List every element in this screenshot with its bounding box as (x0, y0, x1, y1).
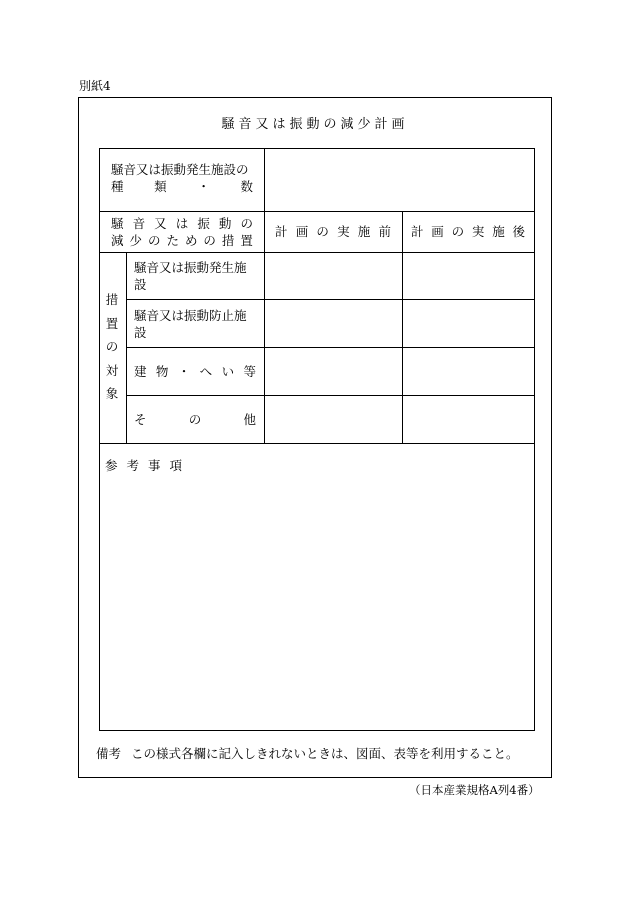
measures-header-line1 (111, 215, 253, 232)
target-building-fence (134, 363, 256, 380)
char: 措 (221, 233, 235, 248)
standard-size-footer: （日本産業規格A列4番） (409, 783, 540, 797)
row-divider (100, 443, 534, 444)
form-number-label: 別紙4 (79, 79, 111, 93)
char: 施 (357, 224, 371, 239)
char: の (316, 224, 329, 239)
row-divider (126, 395, 534, 396)
remarks-label: 備考 (96, 746, 122, 761)
char: 又 (154, 216, 167, 231)
form-title: 騒音又は振動の減少計画 (221, 117, 409, 132)
measures-header-line2 (111, 232, 253, 249)
char: 少 (129, 233, 142, 248)
after-implementation-header (411, 223, 525, 240)
char: 等 (243, 364, 256, 379)
char: 建 (134, 364, 147, 379)
remarks-note (96, 746, 519, 762)
char: 動 (218, 216, 232, 231)
char: の (240, 216, 253, 231)
target-item-label: 騒音又は振動発生施設 (134, 259, 247, 292)
char: 振 (197, 216, 210, 231)
char: た (166, 233, 179, 248)
vertical-char: 対 (105, 362, 119, 378)
char: 画 (431, 224, 444, 239)
char: 他 (243, 412, 256, 427)
facility-header-line2 (111, 178, 253, 195)
char: の (147, 233, 161, 248)
column-divider (126, 252, 127, 443)
measure-target-vertical-label (101, 288, 123, 406)
char: 実 (471, 224, 485, 239)
column-divider (264, 149, 265, 443)
char: ・ (177, 364, 191, 379)
row-divider (126, 347, 534, 348)
row-divider (100, 211, 534, 212)
column-divider (402, 211, 403, 443)
char: 実 (337, 224, 350, 239)
vertical-char: の (105, 339, 119, 354)
facility-header-line1 (111, 161, 253, 178)
target-noise-source-facility (134, 259, 256, 292)
char: 置 (240, 233, 253, 248)
char: 前 (378, 224, 391, 239)
char: 施 (492, 224, 505, 239)
row-divider (100, 252, 534, 253)
char: そ (134, 412, 147, 427)
char: 後 (512, 224, 525, 239)
char: 物 (155, 364, 169, 379)
char: 計 (275, 224, 288, 239)
char: め (184, 233, 198, 248)
vertical-char: 象 (105, 386, 119, 401)
row-divider (126, 299, 534, 300)
before-implementation-header (275, 223, 391, 240)
char: 計 (411, 224, 424, 239)
char: は (175, 216, 189, 231)
char: 騒 (111, 216, 124, 231)
vertical-char: 措 (105, 292, 119, 307)
remarks-text: この様式各欄に記入しきれないときは、図面、表等を利用すること。 (131, 746, 519, 761)
char: の (203, 233, 216, 248)
facility-header-text: 騒音又は振動発生施設の (111, 162, 249, 177)
target-other (134, 411, 256, 428)
vertical-char: 置 (105, 315, 119, 331)
char: の (451, 224, 465, 239)
target-item-label: 騒音又は振動防止施設 (134, 307, 247, 340)
char: へ (199, 364, 213, 379)
char: 類 (154, 179, 167, 194)
target-noise-prevention-facility (134, 307, 256, 340)
reference-section-label: 参考事項 (105, 458, 192, 473)
char: 音 (132, 216, 146, 231)
char: ・ (197, 179, 210, 194)
char: い (221, 364, 235, 379)
char: の (188, 412, 202, 427)
char: 種 (111, 179, 124, 194)
char: 画 (295, 224, 309, 239)
char: 減 (111, 233, 124, 248)
char: 数 (240, 179, 253, 194)
